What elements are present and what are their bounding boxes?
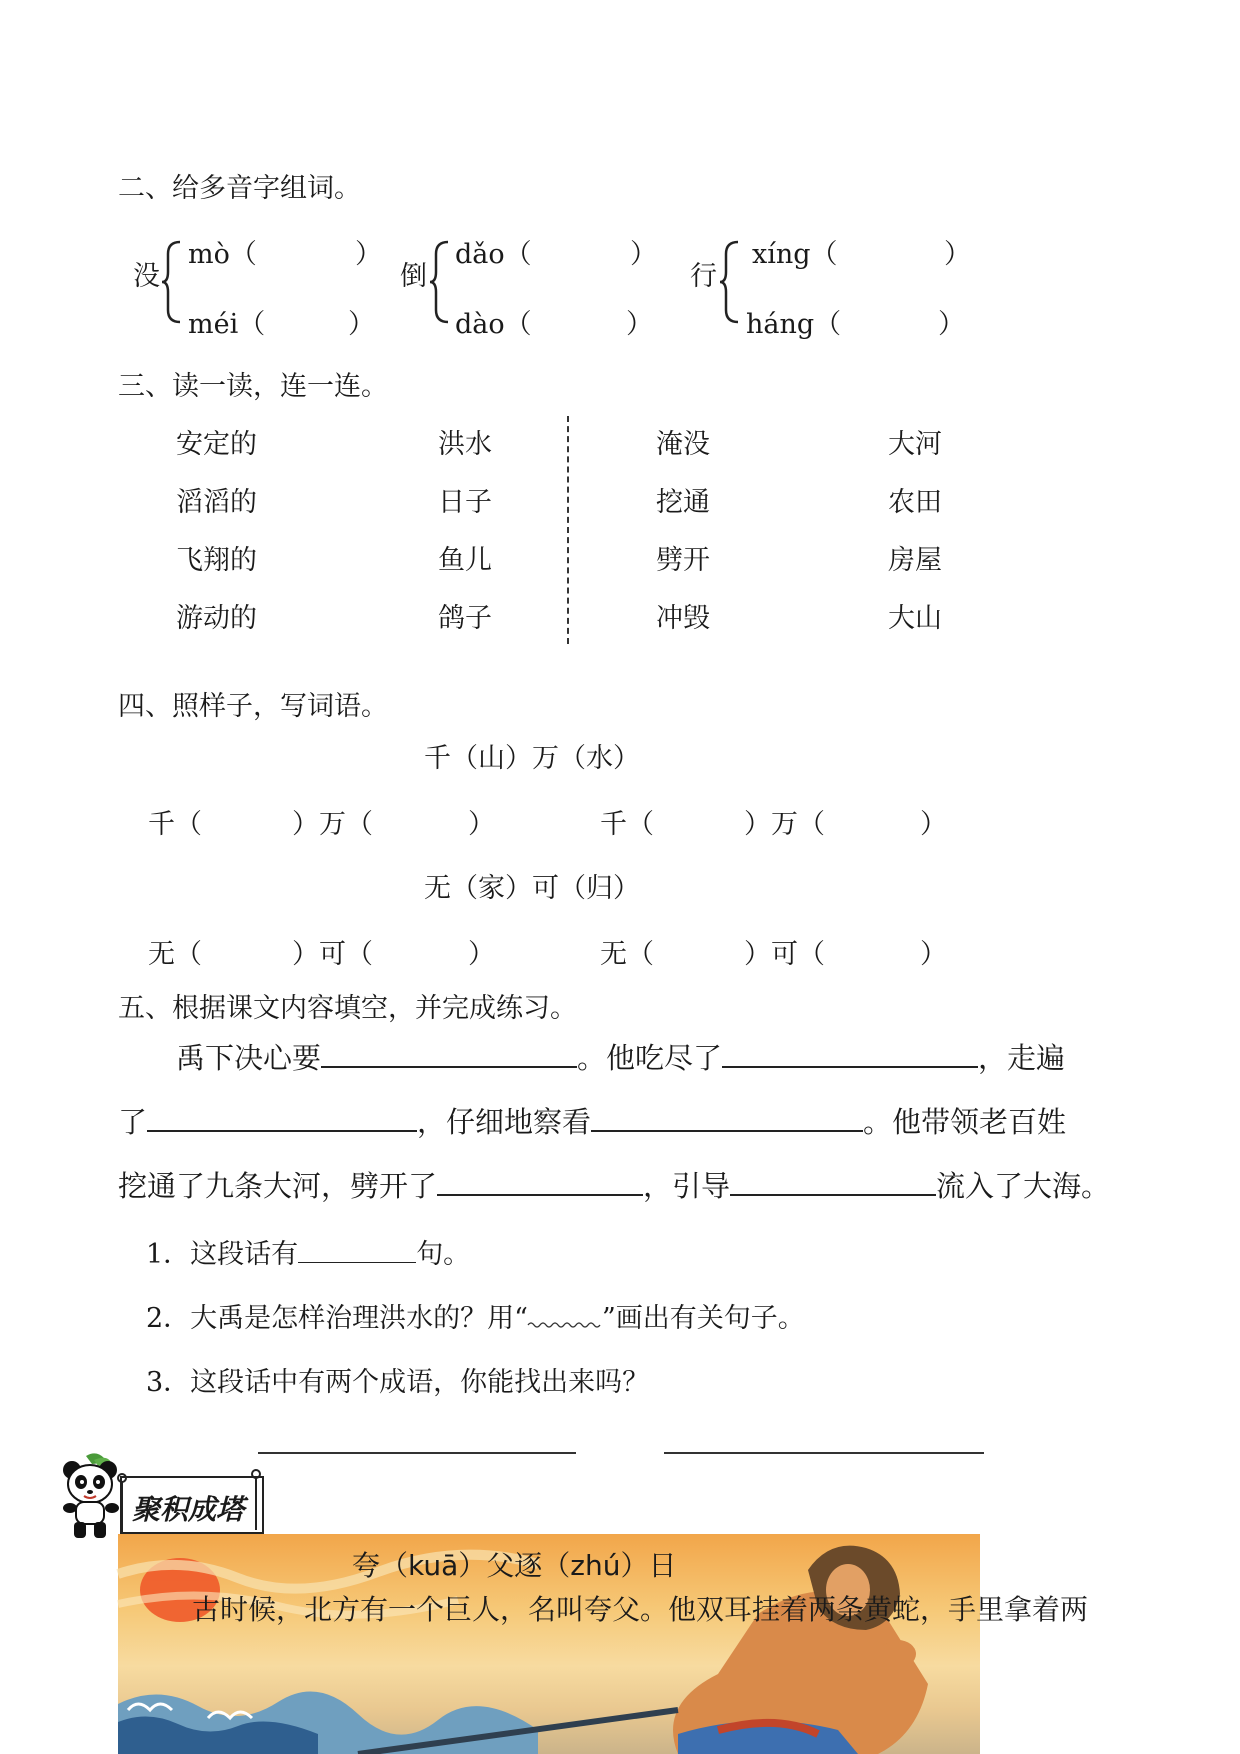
idiom-prefix: 千（ xyxy=(600,809,654,840)
idiom-prefix: 无（ xyxy=(600,939,654,970)
polyphone-char: 没 xyxy=(133,261,160,292)
question-2: 2．大禹是怎样治理洪水的？用“ ”画出有关句子。 xyxy=(146,1303,805,1334)
section-2-title: 二、给多音字组词。 xyxy=(118,173,361,204)
fill-blank[interactable] xyxy=(298,1238,416,1263)
brace-icon xyxy=(428,240,450,324)
polyphone-char: 行 xyxy=(690,261,717,292)
section-3-title: 三、读一读，连一连。 xyxy=(118,371,388,402)
match-item[interactable]: 淹没 xyxy=(656,429,710,460)
match-item[interactable]: 洪水 xyxy=(438,429,492,460)
match-item[interactable]: 游动的 xyxy=(176,603,257,634)
wavy-underline-icon xyxy=(528,1317,602,1329)
match-item[interactable]: 劈开 xyxy=(656,545,710,576)
fill-blank[interactable] xyxy=(147,1104,417,1132)
reading-2-close: ） xyxy=(626,309,653,340)
idiom-middle: ）万（ xyxy=(744,809,825,840)
match-item[interactable]: 挖通 xyxy=(656,487,710,518)
reading-2: dào（ xyxy=(455,309,532,340)
section-5-title: 五、根据课文内容填空，并完成练习。 xyxy=(118,993,577,1024)
reading-1: dǎo（ xyxy=(455,239,532,270)
match-item[interactable]: 飞翔的 xyxy=(176,545,257,576)
brace-icon xyxy=(160,240,182,324)
reading-2-close: ） xyxy=(348,309,375,340)
idiom-prefix: 无（ xyxy=(148,939,202,970)
match-item[interactable]: 滔滔的 xyxy=(176,487,257,518)
match-item[interactable]: 大河 xyxy=(888,429,942,460)
passage-line-1: 禹下决心要 。他吃尽了 ，走遍 xyxy=(176,1041,1066,1075)
fill-blank[interactable] xyxy=(591,1104,863,1132)
passage-line-3: 挖通了九条大河，劈开了 ，引导 流入了大海。 xyxy=(118,1169,1111,1203)
match-item[interactable]: 大山 xyxy=(888,603,942,634)
story-illustration xyxy=(118,1534,1089,1754)
idiom-suffix: ） xyxy=(468,939,495,970)
idiom-suffix: ） xyxy=(920,809,947,840)
question-3: 3．这段话中有两个成语，你能找出来吗？ xyxy=(146,1367,650,1398)
section-4-title: 四、照样子，写词语。 xyxy=(118,691,388,722)
fill-blank[interactable] xyxy=(321,1040,577,1068)
match-item[interactable]: 冲毁 xyxy=(656,603,710,634)
match-item[interactable]: 安定的 xyxy=(176,429,257,460)
match-item[interactable]: 鱼儿 xyxy=(438,545,492,576)
match-item[interactable]: 农田 xyxy=(888,487,942,518)
idiom-middle: ）可（ xyxy=(292,939,373,970)
reading-1: xíng（ xyxy=(752,239,838,270)
reading-1: mò（ xyxy=(188,239,257,270)
match-item[interactable]: 鸽子 xyxy=(438,603,492,634)
fill-blank[interactable] xyxy=(730,1168,936,1196)
idiom-suffix: ） xyxy=(468,809,495,840)
passage-line-2: 了 ，仔细地察看 。他带领老百姓 xyxy=(118,1105,1067,1139)
match-item[interactable]: 房屋 xyxy=(888,545,942,576)
fill-blank[interactable] xyxy=(722,1040,978,1068)
reading-1-close: ） xyxy=(944,239,971,270)
reading-2-close: ） xyxy=(938,309,965,340)
brace-icon xyxy=(718,240,740,324)
reading-1-close: ） xyxy=(630,239,657,270)
reading-2: háng（ xyxy=(746,309,842,340)
idiom-suffix: ） xyxy=(920,939,947,970)
reading-1-close: ） xyxy=(355,239,382,270)
reading-2: méi（ xyxy=(188,309,266,340)
example-1: 千（山）万（水） xyxy=(424,743,640,774)
dashed-divider xyxy=(567,416,569,644)
idiom-middle: ）万（ xyxy=(292,809,373,840)
answer-line[interactable] xyxy=(664,1452,984,1454)
polyphone-char: 倒 xyxy=(400,261,427,292)
story-title: 夸（kuā）父逐（zhú）日 xyxy=(352,1549,677,1582)
example-2: 无（家）可（归） xyxy=(424,873,640,904)
idiom-middle: ）可（ xyxy=(744,939,825,970)
answer-line[interactable] xyxy=(258,1452,576,1454)
idiom-prefix: 千（ xyxy=(148,809,202,840)
fill-blank[interactable] xyxy=(437,1168,643,1196)
question-1: 1．这段话有 句。 xyxy=(146,1239,471,1270)
match-item[interactable]: 日子 xyxy=(438,487,492,518)
story-text-line: 古时候，北方有一个巨人，名叫夸父。他双耳挂着两条黄蛇，手里拿着两 xyxy=(192,1593,1089,1626)
badge-label: 聚积成塔 xyxy=(132,1493,245,1526)
